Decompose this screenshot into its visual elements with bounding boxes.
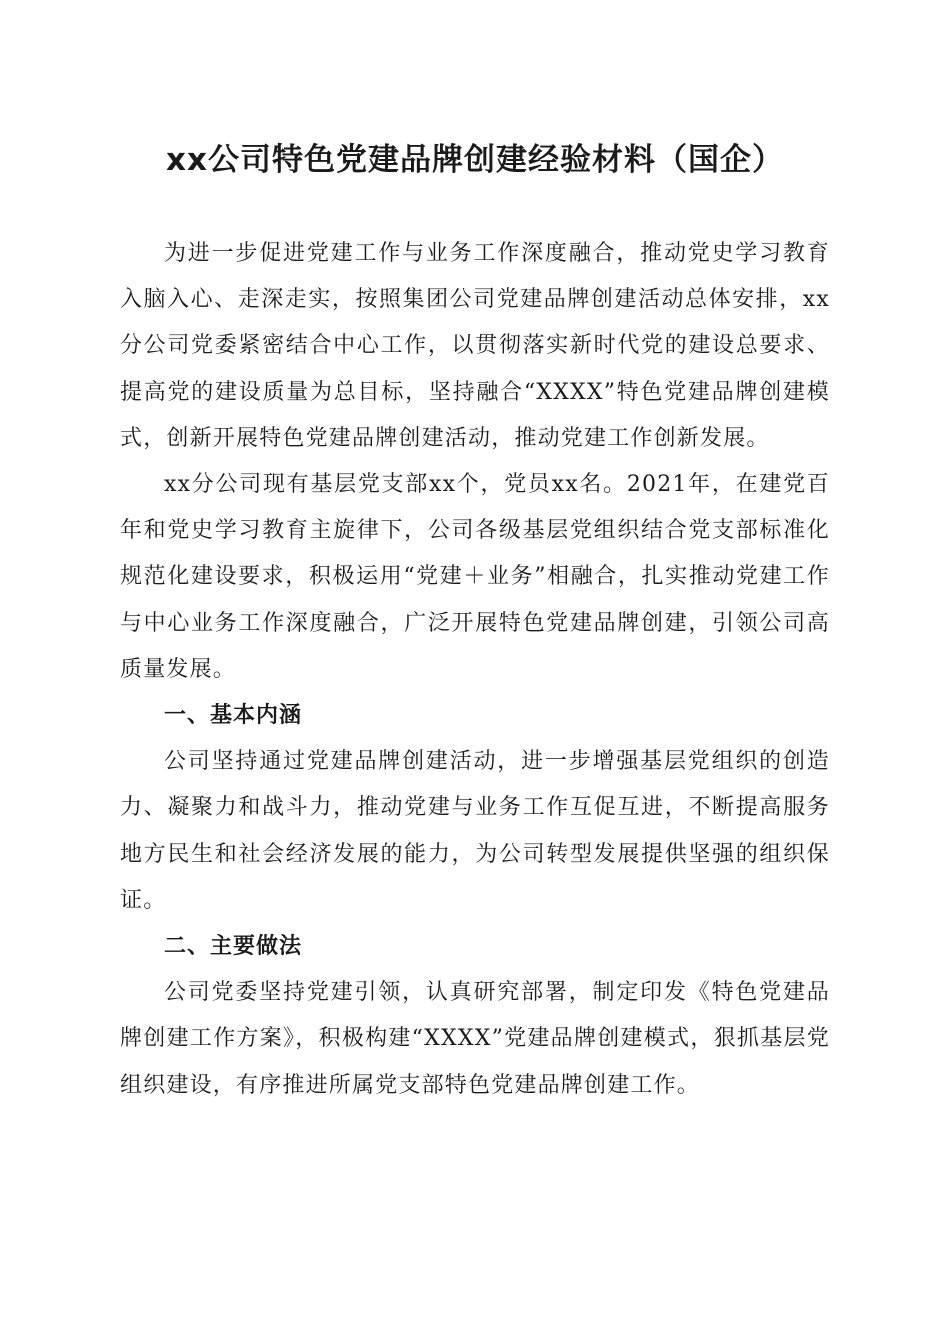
- section-heading-main-practices: 二、主要做法: [164, 934, 303, 960]
- section-heading-basic-connotation: 一、基本内涵: [164, 703, 303, 729]
- intro-paragraph-2: xx分公司现有基层党支部xx个，党员xx名。2021年，在建党百年和党史学习教育主旋律下，公司各级基层党组织结合党支部标准化规范化建设要求，积极运用“党建＋业务”相融合，扎实推动党建工作与中心业务工作深度融合，广泛开展特色党建品牌创建，引领公司高质量发展。: [120, 472, 830, 682]
- document-title: xx公司特色党建品牌创建经验材料（国企）: [166, 142, 784, 178]
- section-text-basic-connotation: 公司坚持通过党建品牌创建活动，进一步增强基层党组织的创造力、凝聚力和战斗力，推动党建与业务工作互促互进，不断提高服务地方民生和社会经济发展的能力，为公司转型发展提供坚强的组织保证。: [120, 749, 830, 913]
- intro-paragraph-1: 为进一步促进党建工作与业务工作深度融合，推动党史学习教育入脑入心、走深走实，按照集团公司党建品牌创建活动总体安排，xx分公司党委紧密结合中心工作，以贯彻落实新时代党的建设总要求、提高党的建设质量为总目标，坚持融合“XXXX”特色党建品牌创建模式，创新开展特色党建品牌创建活动，推动党建工作创新发展。: [120, 241, 830, 451]
- section-text-main-practices: 公司党委坚持党建引领，认真研究部署，制定印发《特色党建品牌创建工作方案》，积极构建“XXXX”党建品牌创建模式，狠抓基层党组织建设，有序推进所属党支部特色党建品牌创建工作。: [120, 980, 830, 1098]
- document-body: [120, 231, 830, 1109]
